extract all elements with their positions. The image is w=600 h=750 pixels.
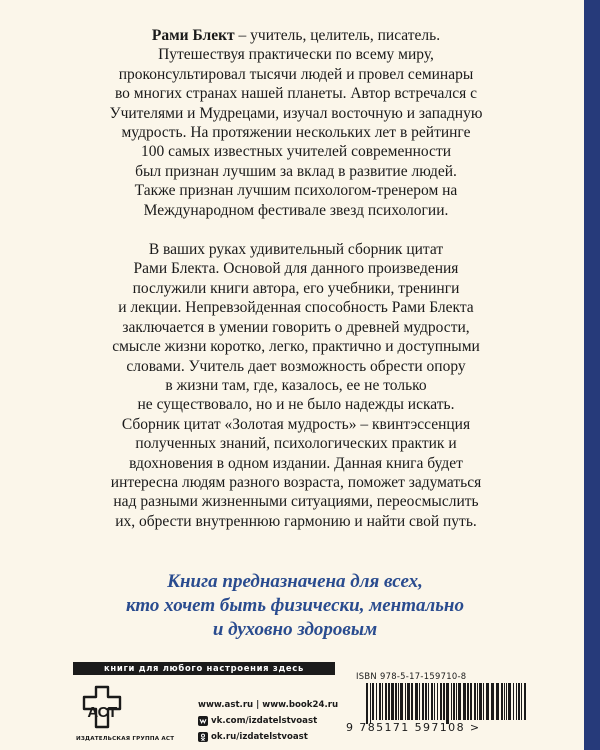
- barcode-bar: [496, 683, 499, 720]
- barcode-bar: [440, 683, 442, 720]
- barcode-bar: [491, 683, 494, 720]
- text-line: Сборник цитат «Золотая мудрость» – квинтэссенция: [121, 415, 471, 433]
- barcode-bar: [376, 683, 377, 720]
- barcode-bar: [483, 683, 484, 720]
- barcode-bar: [407, 683, 410, 720]
- text-line: смысле жизни коротко, легко, практично и доступными: [112, 338, 480, 356]
- vk-row: [198, 714, 338, 727]
- barcode-bar: [453, 683, 455, 720]
- barcode-bar: [456, 683, 457, 720]
- barcode-bar: [437, 683, 438, 720]
- text-line: полученных знаний, психологических практик и: [135, 435, 457, 453]
- annotation-text: [70, 26, 522, 531]
- ok-icon: [198, 732, 208, 742]
- barcode-bar: [524, 683, 526, 720]
- barcode-bar: [477, 683, 478, 720]
- text-line: проконсультировал тысячи людей и провел семинары: [118, 65, 474, 83]
- barcode-bar: [370, 683, 371, 724]
- barcode-bar: [428, 683, 429, 720]
- text-line: В ваших руках удивительный сборник цитат: [148, 241, 444, 259]
- tagline-line: и духовно здоровым: [212, 619, 378, 640]
- barcode-bar: [443, 683, 445, 720]
- barcode-bar: [518, 683, 520, 720]
- barcode-bar: [501, 683, 503, 720]
- vk-icon: [198, 716, 208, 726]
- series-banner: книги для любого настроения здесь: [73, 662, 335, 675]
- isbn-label: ISBN 978-5-17-159710-8: [356, 671, 467, 681]
- barcode-bar: [470, 683, 472, 720]
- barcode-bar: [458, 683, 461, 720]
- barcode-bar: [446, 683, 449, 724]
- barcode-bar: [521, 683, 522, 720]
- barcode-bar: [385, 683, 387, 720]
- barcode-bar: [398, 683, 399, 720]
- barcode-bar: [372, 683, 374, 720]
- barcode-bar: [395, 683, 397, 720]
- text-line: во многих странах нашей планеты. Автор встречался с: [114, 85, 478, 103]
- cover-spine-stripe: [584, 0, 600, 750]
- tagline: [60, 570, 530, 642]
- barcode-bar: [463, 683, 466, 720]
- author-description: – учитель, целитель, писатель.: [234, 27, 441, 44]
- author-name: Рами Блект: [151, 27, 235, 44]
- text-line: заключается в умении говорить о древней мудрости,: [122, 318, 470, 336]
- text-line: Рами Блекта. Основой для данного произведения: [133, 260, 459, 278]
- barcode-bar: [479, 683, 482, 720]
- text-line: и лекции. Непревзойденная способность Рами Блекта: [118, 299, 474, 317]
- tagline-line: кто хочет быть физически, ментально: [126, 595, 464, 616]
- barcode-bar: [425, 683, 427, 720]
- ok-row: [198, 730, 338, 743]
- barcode-bar: [419, 683, 420, 720]
- text-line: Путешествуя практически по всему миру,: [158, 46, 434, 64]
- text-line: словами. Учитель дает возможность обрести опору: [126, 357, 466, 375]
- barcode-bar: [382, 683, 383, 720]
- barcode-bar: [434, 683, 435, 720]
- text-line: их, обрести внутреннюю гармонию и найти свой путь.: [115, 512, 477, 530]
- barcode-bar: [415, 683, 418, 720]
- websites-row: [198, 698, 338, 711]
- text-line: Учителями и Мудрецами, изучал восточную и западную: [109, 104, 483, 122]
- barcode-bar: [391, 683, 394, 720]
- publisher-links: [198, 698, 338, 743]
- text-line: Международном фестивале звезд психологии.: [143, 201, 449, 219]
- text-line: мудрость. На протяжении нескольких лет в рейтинге: [121, 124, 471, 142]
- barcode-bar: [379, 683, 381, 720]
- barcode-bar: [486, 683, 489, 720]
- text-line: не существовало, но и не было надежды искать.: [137, 396, 455, 414]
- ast-logo-icon: [80, 684, 124, 730]
- barcode-bar: [516, 683, 517, 720]
- text-line: был признан лучшим за вклад в развитие людей.: [135, 162, 457, 180]
- vk-link[interactable]: vk.com/izdatelstvoast: [211, 715, 318, 726]
- text-line: 100 самых известных учителей современности: [140, 143, 452, 161]
- barcode-bar: [422, 683, 424, 720]
- tagline-line: Книга предназначена для всех,: [167, 571, 423, 592]
- barcode-bar: [513, 683, 514, 720]
- barcode-bar: [467, 683, 469, 720]
- text-line: вдохновения в одном издании. Данная книга будет: [129, 454, 463, 472]
- barcode-bar: [388, 683, 390, 720]
- logo-text: ACT: [87, 704, 117, 721]
- publisher-label: ИЗДАТЕЛЬСКАЯ ГРУППА АСТ: [76, 736, 175, 742]
- barcode-bar: [366, 683, 368, 724]
- barcode-bar: [405, 683, 406, 720]
- websites-link[interactable]: www.ast.ru | www.book24.ru: [198, 699, 339, 710]
- barcode-bar: [508, 683, 511, 720]
- author-paragraph: [70, 26, 522, 220]
- text-line: в жизни там, где, казалось, ее не только: [165, 376, 427, 394]
- text-line: Также признан лучшим психологом-тренером на: [134, 182, 458, 200]
- barcode-bar: [451, 683, 452, 720]
- text-line: интересна людям разного возраста, поможет задуматься: [110, 473, 482, 491]
- barcode-bar: [411, 683, 413, 720]
- barcode-bar: [504, 683, 505, 720]
- barcode-number: 9 785171 597108 >: [346, 721, 481, 734]
- book-description-paragraph: [70, 240, 522, 531]
- text-line: над разными жизненными ситуациями, переосмыслить: [113, 493, 479, 511]
- ok-link[interactable]: ok.ru/izdatelstvoast: [211, 731, 308, 742]
- barcode-bar: [474, 683, 476, 720]
- barcode-bar: [506, 683, 507, 720]
- barcode-bar: [431, 683, 433, 720]
- barcode-bar: [400, 683, 403, 720]
- text-line: послужили книги автора, его учебники, тренинги: [132, 279, 460, 297]
- author-line: [70, 26, 522, 45]
